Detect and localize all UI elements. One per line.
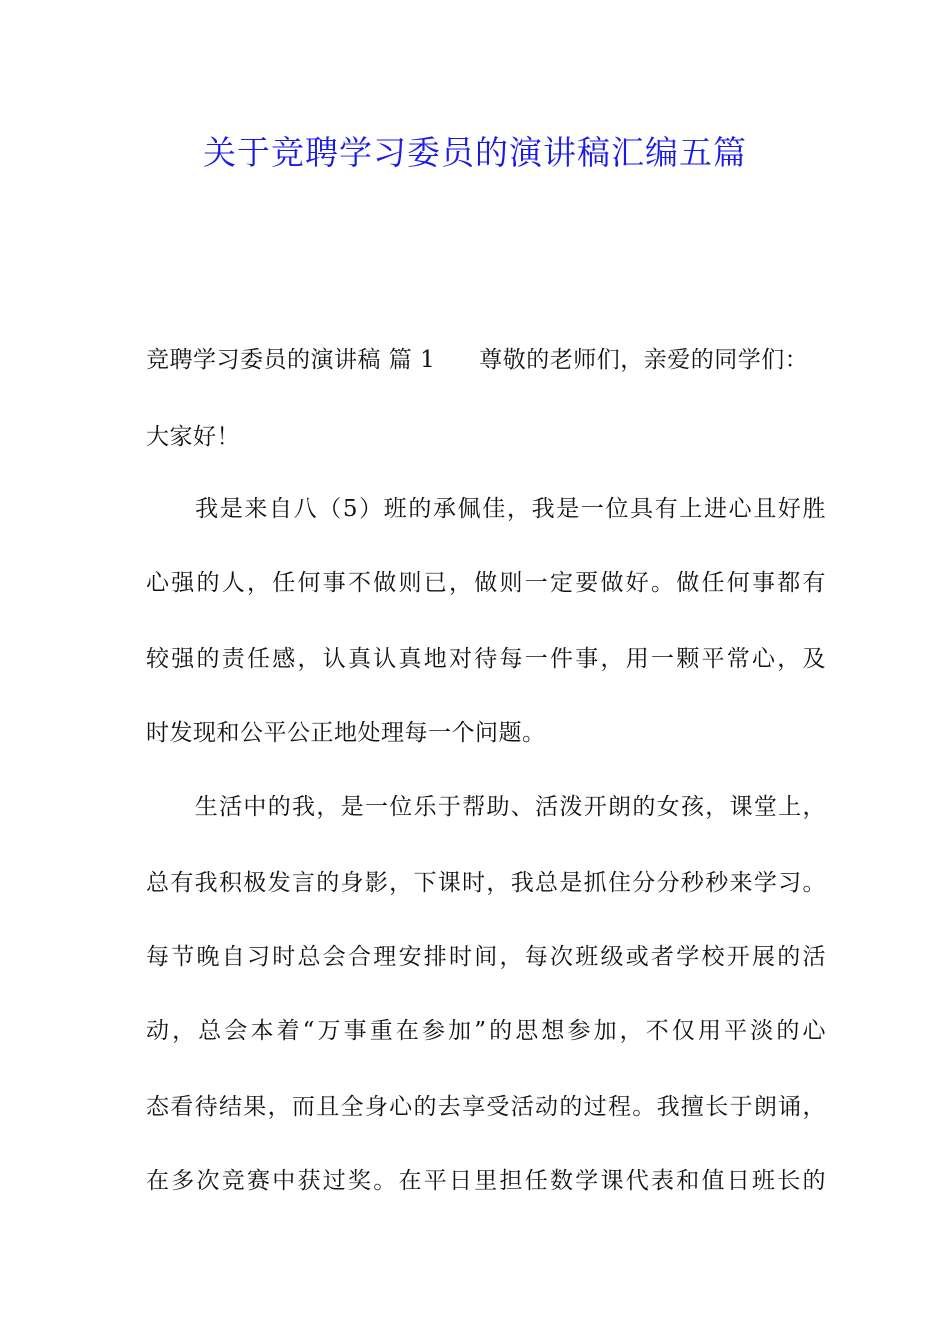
greeting-line: 大家好！: [146, 424, 240, 450]
section-heading: 竞聘学习委员的演讲稿 篇 1: [146, 347, 436, 373]
paragraph-line: 态看待结果，而且全身心的去享受活动的过程。我擅长于朗诵，: [146, 1094, 826, 1120]
heading-line: [146, 344, 826, 376]
paragraph-line: 动，总会本着“万事重在参加”的思想参加，不仅用平淡的心: [146, 1018, 826, 1044]
paragraph-line: 我是来自八（5）班的承佩佳，我是一位具有上进心且好胜: [194, 496, 826, 522]
paragraph-line: 心强的人，任何事不做则已，做则一定要做好。做任何事都有: [146, 570, 826, 596]
paragraph-line: 在多次竞赛中获过奖。在平日里担任数学课代表和值日班长的: [146, 1168, 826, 1194]
paragraph-line: 生活中的我，是一位乐于帮助、活泼开朗的女孩，课堂上，: [194, 794, 826, 820]
paragraph-line: 总有我积极发言的身影，下课时，我总是抓住分分秒秒来学习。: [146, 870, 826, 896]
document-title: 关于竞聘学习委员的演讲稿汇编五篇: [203, 133, 747, 172]
paragraph-line: 每节晚自习时总会合理安排时间，每次班级或者学校开展的活: [146, 944, 826, 970]
paragraph-line: 较强的责任感，认真认真地对待每一件事，用一颗平常心，及: [146, 646, 826, 672]
paragraph-line: 时发现和公平公正地处理每一个问题。: [146, 720, 546, 746]
salutation: 尊敬的老师们，亲爱的同学们：: [479, 347, 809, 373]
